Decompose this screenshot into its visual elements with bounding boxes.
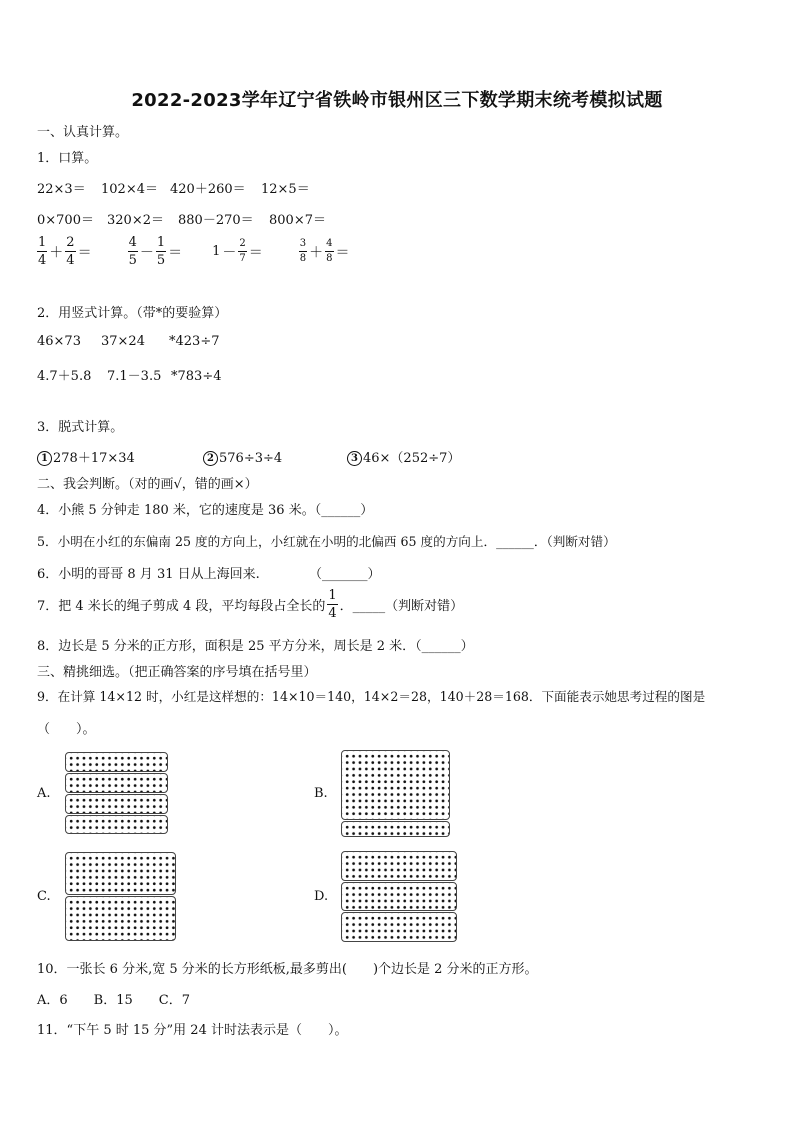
fraction-calc-row — [37, 236, 380, 267]
q7-fraction: $\frac{1}{4}$ — [328, 588, 337, 621]
vertical-item: *423÷7 — [169, 334, 220, 349]
question-3-label: 3．脱式计算。 — [37, 420, 124, 435]
question-8: 8．边长是 5 分米的正方形，面积是 25 平方分米，周长是 2 米．（______） — [37, 639, 474, 654]
option-a-label: A. — [37, 786, 51, 801]
step-calc-row — [37, 447, 460, 466]
dot-array-a-1 — [65, 752, 168, 772]
section-3-heading: 三、精挑细选。（把正确答案的序号填在括号里） — [37, 665, 317, 680]
question-9-paren: （ ）。 — [37, 722, 96, 737]
dot-array-c-1 — [65, 852, 176, 895]
step-item: 2 576÷3÷4 — [203, 451, 347, 466]
step-item: 1 278＋17×34 — [37, 447, 203, 466]
question-2-label: 2．用竖式计算。（带*的要验算） — [37, 306, 228, 321]
fraction-item: $\frac{4}{5}$ － $\frac{1}{5}$ ＝ — [128, 235, 183, 268]
vertical-calc-row-1 — [37, 334, 219, 349]
vertical-calc-row-2 — [37, 365, 221, 384]
question-7: 7．把 4 米长的绳子剪成 4 段，平均每段占全长的 $\frac{1}{4}$ ．_____（判断对错） — [37, 588, 464, 621]
question-4: 4．小熊 5 分钟走 180 米，它的速度是 36 米。（______） — [37, 503, 374, 518]
oral-calc-row-1 — [37, 178, 310, 197]
oral-item: 22×3＝ — [37, 182, 86, 197]
dot-array-a-3 — [65, 794, 168, 814]
oral-item: 800×7＝ — [269, 213, 326, 228]
section-2-heading: 二、我会判断。（对的画√，错的画×） — [37, 477, 258, 492]
question-6: 6．小明的哥哥 8 月 31 日从上海回来. （_______） — [37, 567, 381, 582]
oral-item: 320×2＝ — [107, 213, 164, 228]
dot-array-c-2 — [65, 896, 176, 941]
vertical-item: 46×73 — [37, 334, 81, 349]
oral-item: 12×5＝ — [261, 182, 310, 197]
vertical-item: 37×24 — [101, 334, 145, 349]
question-1-label: 1．口算。 — [37, 151, 98, 166]
vertical-item: 7.1－3.5 — [107, 369, 162, 384]
page-title: 2022-2023学年辽宁省铁岭市银州区三下数学期末统考模拟试题 — [131, 90, 663, 111]
oral-item: 880－270＝ — [178, 213, 254, 228]
dot-array-a-4 — [65, 815, 168, 834]
dot-array-b-2 — [341, 821, 450, 837]
vertical-item: 4.7＋5.8 — [37, 369, 92, 384]
question-10: 10．一张长 6 分米,宽 5 分米的长方形纸板,最多剪出( )个边长是 2 分米的正方形。 — [37, 962, 538, 977]
question-10-options: A．6 B．15 C．7 — [37, 993, 190, 1008]
oral-calc-row-2 — [37, 209, 326, 228]
question-9: 9．在计算 14×12 时，小红是这样想的：14×10＝140，14×2＝28，140＋28＝168．下面能表示她思考过程的图是 — [37, 689, 706, 704]
question-5: 5．小明在小红的东偏南 25 度的方向上，小红就在小明的北偏西 65 度的方向上．______．（判断对错） — [37, 534, 616, 549]
vertical-item: *783÷4 — [171, 369, 222, 384]
dot-array-a-2 — [65, 773, 168, 793]
fraction-item: 1 － $\frac{2}{7}$ ＝ — [212, 238, 263, 264]
fraction-item: $\frac{3}{8}$ ＋ $\frac{4}{8}$ ＝ — [299, 238, 350, 264]
oral-item: 420＋260＝ — [170, 182, 246, 197]
fraction-item: $\frac{1}{4}$ ＋ $\frac{2}{4}$ ＝ — [38, 235, 92, 268]
option-c-label: C. — [37, 889, 51, 904]
dot-array-d-2 — [341, 882, 457, 911]
dot-array-b-1 — [341, 750, 450, 820]
dot-array-d-1 — [341, 851, 457, 881]
oral-item: 0×700＝ — [37, 213, 94, 228]
option-d-label: D. — [314, 889, 329, 904]
option-b-label: B. — [314, 786, 328, 801]
section-1-heading: 一、认真计算。 — [37, 125, 129, 140]
question-11: 11．“下午 5 时 15 分”用 24 计时法表示是（ ）。 — [37, 1023, 348, 1038]
step-item: 3 46×（252÷7） — [347, 451, 460, 466]
oral-item: 102×4＝ — [101, 182, 158, 197]
dot-array-d-3 — [341, 912, 457, 942]
